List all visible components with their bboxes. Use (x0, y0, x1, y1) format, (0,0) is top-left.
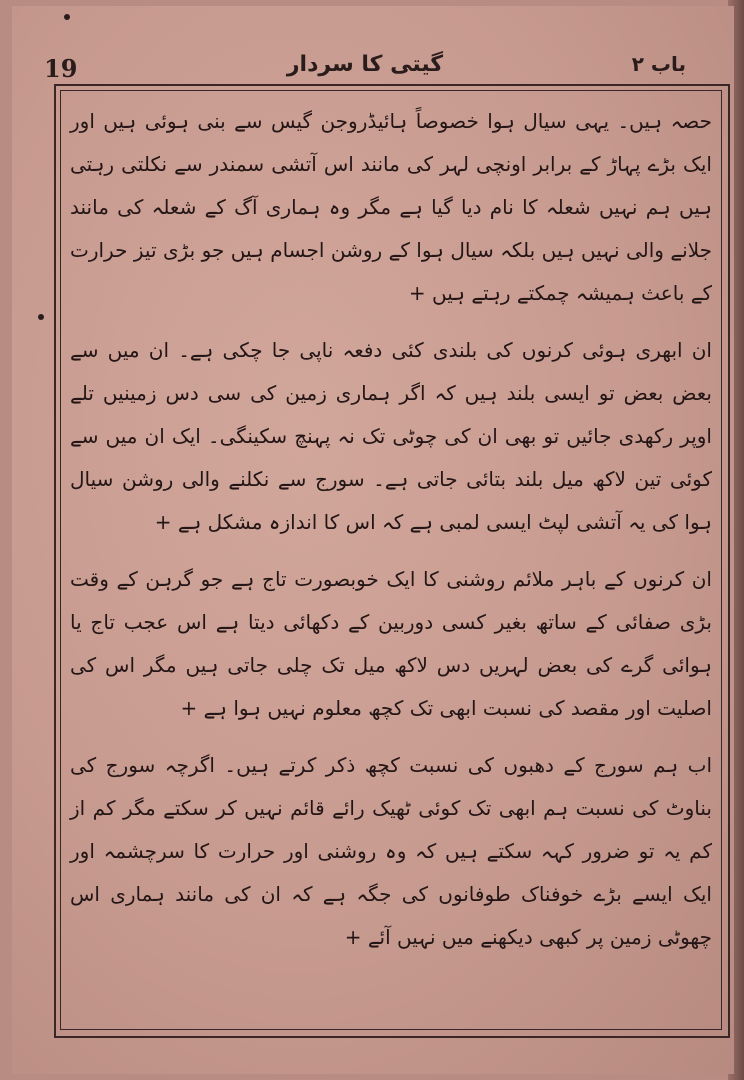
body-text (70, 100, 712, 1020)
paragraph: اب ہم سورج کے دھبوں کی نسبت کچھ ذکر کرتے ہیں۔ اگرچہ سورج کی بناوٹ کی نسبت ہم ابھی تک کوئی ٹھیک رائے قائم نہیں کر سکتے مگر کم از کم یہ تو ضرور کہہ سکتے ہیں کہ وہ روشنی اور حرارت کا سرچشمہ اور ایک ایسے بڑے خوفناک طوفانوں کی جگہ ہے کہ ان کی مانند ہماری اس چھوٹی زمین پر کبھی دیکھنے میں نہیں آئے + (70, 753, 712, 949)
running-title: گیتی کا سردار (286, 52, 444, 77)
paragraph: ان کرنوں کے باہر ملائم روشنی کا ایک خوبصورت تاج ہے جو گرہن کے وقت بڑی صفائی کے ساتھ بغیر کسی دوربین کے دکھائی دیتا ہے اس عجب تاج یا ہوائی گرے کی بعض لہریں دس لاکھ میل تک چلی جاتی ہیں مگر اس کی اصلیت اور مقصد کی نسبت ابھی تک کچھ معلوم نہیں ہوا ہے + (70, 567, 712, 720)
paragraph: ان ابھری ہوئی کرنوں کی بلندی کئی دفعہ ناپی جا چکی ہے۔ ان میں سے بعض بعض تو ایسی بلند ہیں کہ اگر ہماری زمین کی سی دس زمینیں تلے اوپر رکھدی جائیں تو بھی ان کی چوٹی تک نہ پہنچ سکینگی۔ ایک ان میں سے کوئی تین لاکھ میل بلند بتائی جاتی ہے۔ سورج سے نکلنے والی روشن سیال ہوا کی یہ آتشی لپٹ ایسی لمبی ہے کہ اس کا اندازہ مشکل ہے + (70, 338, 712, 534)
chapter-label: باب ۲ (631, 52, 686, 76)
ink-speck (38, 314, 44, 320)
page-number: 19 (44, 54, 78, 83)
ink-speck (64, 14, 70, 20)
paragraph: حصہ ہیں۔ یہی سیال ہوا خصوصاً ہائیڈروجن گیس سے بنی ہوئی ہیں اور ایک بڑے پہاڑ کے برابر اونچی لہر کی مانند اس آتشی سمندر سے نکلتی رہتی ہیں ہم نہیں شعلہ کا نام دیا گیا ہے مگر وہ ہماری آگ کے شعلہ کی مانند جلانے والی نہیں ہیں بلکہ سیال ہوا کے روشن اجسام ہیں جو بڑی تیز حرارت کے باعث ہمیشہ چمکتے رہتے ہیں + (70, 109, 712, 305)
